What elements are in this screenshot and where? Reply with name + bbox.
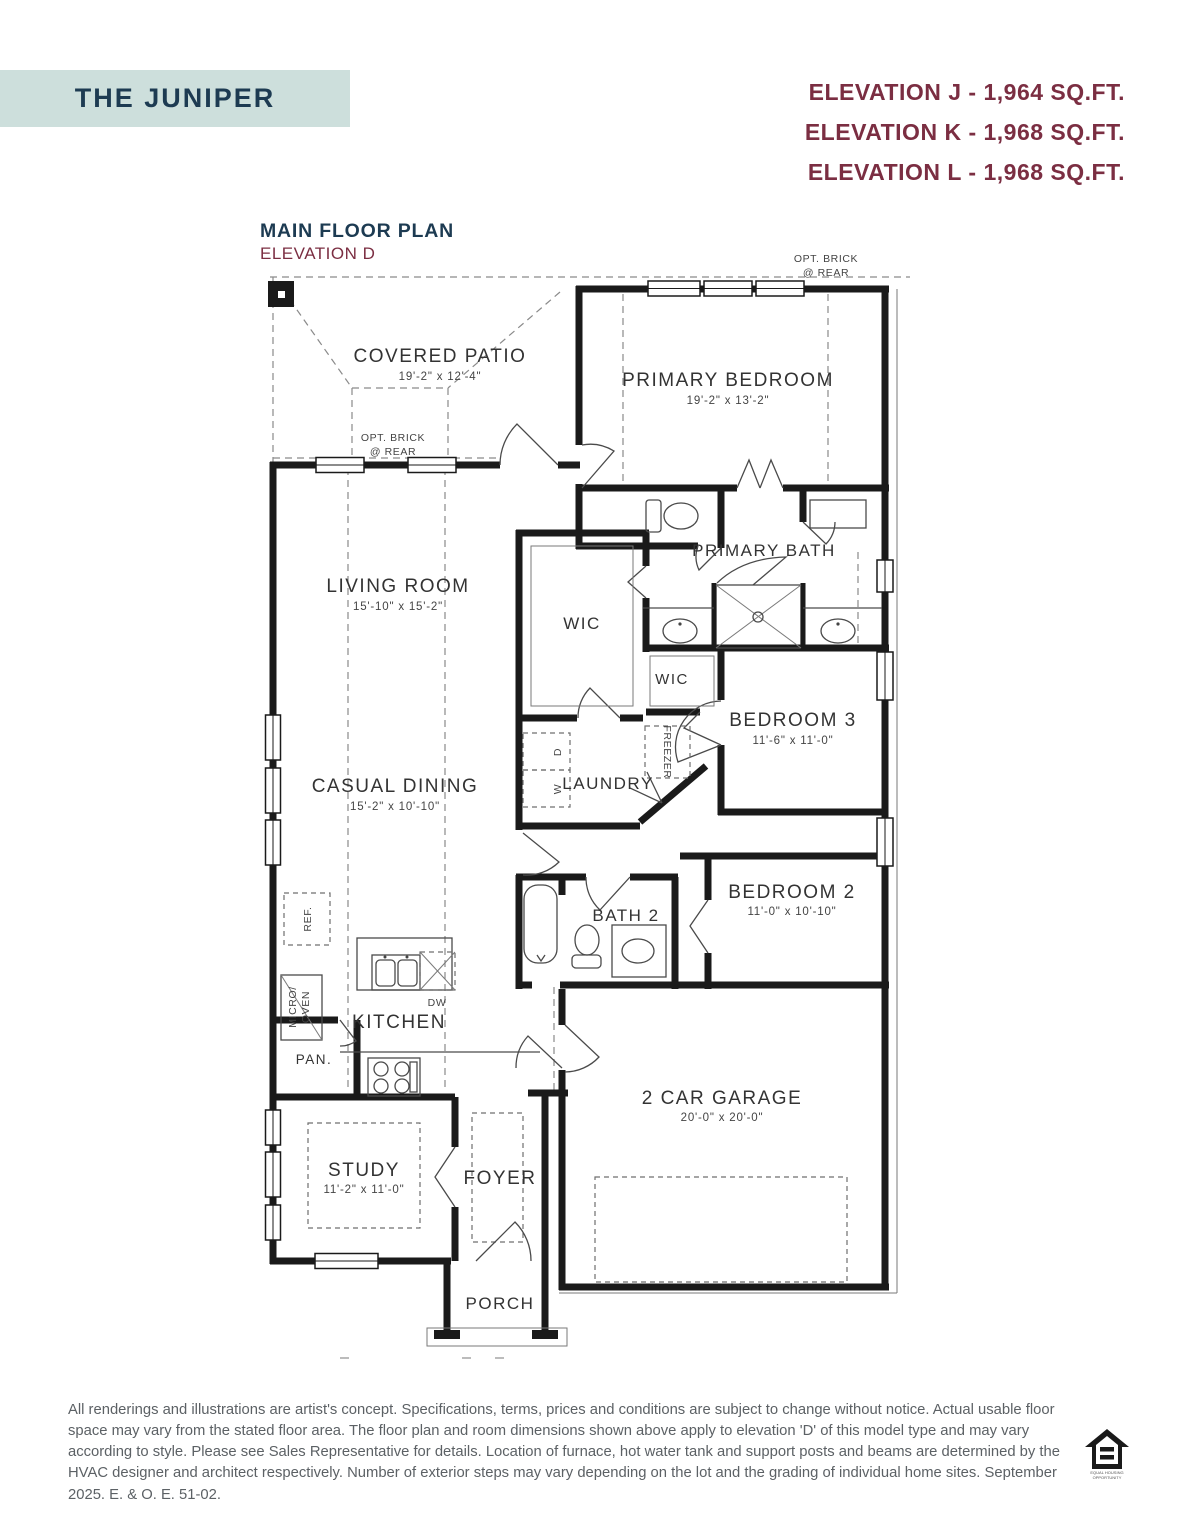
window-icon [408,458,456,473]
room-label-kitchen: KITCHEN [352,1012,446,1033]
room-dims-primary-bedroom: 19'-2" x 13'-2" [686,395,770,407]
room-label-wic: WIC [563,614,601,633]
shower-icon [714,583,803,650]
room-label-bath2: BATH 2 [592,906,660,925]
room-label-laundry: LAUNDRY [562,774,654,793]
window-icon [877,652,893,700]
eho-label-line1: EQUAL HOUSING [1090,1470,1124,1475]
vanity-sink-icon [803,608,882,643]
wic-door-zigzag-icon [628,566,646,598]
room-label-primary-bedroom: PRIMARY BEDROOM [622,370,834,391]
label-refrigerator: REF. [302,906,314,932]
room-dims-garage: 20'-0" x 20'-0" [680,1112,764,1124]
window-icon [266,1205,281,1240]
elevation-list [805,72,1125,192]
room-label-porch: PORCH [465,1294,535,1313]
bathtub-icon [524,885,557,963]
page-title: THE JUNIPER [74,83,276,113]
room-dims-study: 11'-2" x 11'-0" [323,1184,405,1196]
window-icon [648,281,700,296]
patio-door-icon [500,424,558,465]
room-labels [287,253,858,1313]
room-label-bedroom2: BEDROOM 2 [728,882,856,903]
label-dishwasher: DW [427,997,447,1009]
opt-brick-left-line1: OPT. BRICK [360,432,426,444]
window-icon [877,818,893,866]
disclaimer-text: All renderings and illustrations are artist's concept. Specifications, terms, prices and conditions are subject to change without notice. Actual usable floor space may vary from the stated floor area. The floor plan and room dimensions shown above apply to elevation 'D' of this model type and may vary according to style. Please see Sales Representative for details. Location of furnace, hot water tank and support posts and beams are determined by the HVAC designer and architect respectively. Number of exterior steps may vary depending on the lot and the grading of individual home sites. September 2025. E. & O. E. 51-02. [68,1402,1060,1503]
opt-brick-left-line2: @ REAR [369,446,417,458]
equal-housing-opportunity-icon [1085,1428,1129,1480]
kitchen-island-icon [357,938,452,990]
room-label-primary-bath: PRIMARY BATH [692,541,836,560]
window-icon [266,1110,281,1145]
label-washer: W [552,783,564,795]
window-icon [877,560,893,592]
label-dryer: D [552,747,564,757]
label-micro: MICRO/ [287,986,299,1028]
cabinet-icon [810,500,866,528]
opt-brick-top-line2: @ REAR [802,267,850,279]
window-icon [704,281,752,296]
vanity-sink-icon [643,608,714,643]
window-icon [315,1254,378,1269]
elevation-j: ELEVATION J - 1,964 SQ.FT. [808,79,1125,105]
room-dims-bedroom2: 11'-0" x 10'-10" [747,906,837,918]
room-label-pantry: PAN. [295,1052,333,1067]
elevation-l: ELEVATION L - 1,968 SQ.FT. [807,159,1125,185]
elevation-k: ELEVATION K - 1,968 SQ.FT. [804,119,1125,145]
header-bar [0,70,350,127]
room-label-study: STUDY [328,1160,400,1181]
room-label-living-room: LIVING ROOM [326,576,470,597]
label-freezer: FREEZER [661,725,673,779]
floor-plan-title: MAIN FLOOR PLAN [260,220,454,242]
eho-label-line2: OPPORTUNITY [1092,1475,1122,1480]
toilet-icon [646,500,698,532]
window-icon [266,820,281,865]
sink-icon [612,925,666,977]
room-label-garage: 2 CAR GARAGE [641,1088,803,1109]
study-door-zigzag-icon [435,1147,455,1207]
room-dims-living-room: 15'-10" x 15'-2" [353,601,443,613]
hall-door-icon [523,833,559,875]
garage-entry-door-icon [565,1025,599,1072]
room-label-bedroom3: BEDROOM 3 [729,710,857,731]
label-oven: OVEN [300,990,312,1024]
room-dims-casual-dining: 15'-2" x 10'-10" [350,801,440,813]
dishwasher-icon [420,952,455,990]
floor-plan-subtitle: ELEVATION D [260,244,376,263]
shower-door-icon [717,557,786,585]
room-label-foyer: FOYER [463,1168,537,1189]
primary-bath-double-door-icon [737,460,783,488]
room-label-wic2: WIC [655,671,689,688]
window-icon [756,281,804,296]
room-label-covered-patio: COVERED PATIO [353,346,527,367]
bedroom2-door-zigzag-icon [690,900,708,953]
window-icon [266,715,281,760]
cooktop-icon [340,1052,540,1096]
room-label-casual-dining: CASUAL DINING [311,776,479,797]
window-icon [266,768,281,813]
window-icon [266,1152,281,1197]
porch-steps-icon [427,1328,567,1346]
primary-bedroom-door-icon [582,444,614,488]
room-dims-bedroom3: 11'-6" x 11'-0" [752,735,834,747]
opt-brick-top-line1: OPT. BRICK [793,253,859,265]
window-icon [316,458,364,473]
room-dims-covered-patio: 19'-2" x 12'-4" [398,371,482,383]
wic-bottom-door-icon [578,688,620,718]
toilet-icon [572,925,601,968]
